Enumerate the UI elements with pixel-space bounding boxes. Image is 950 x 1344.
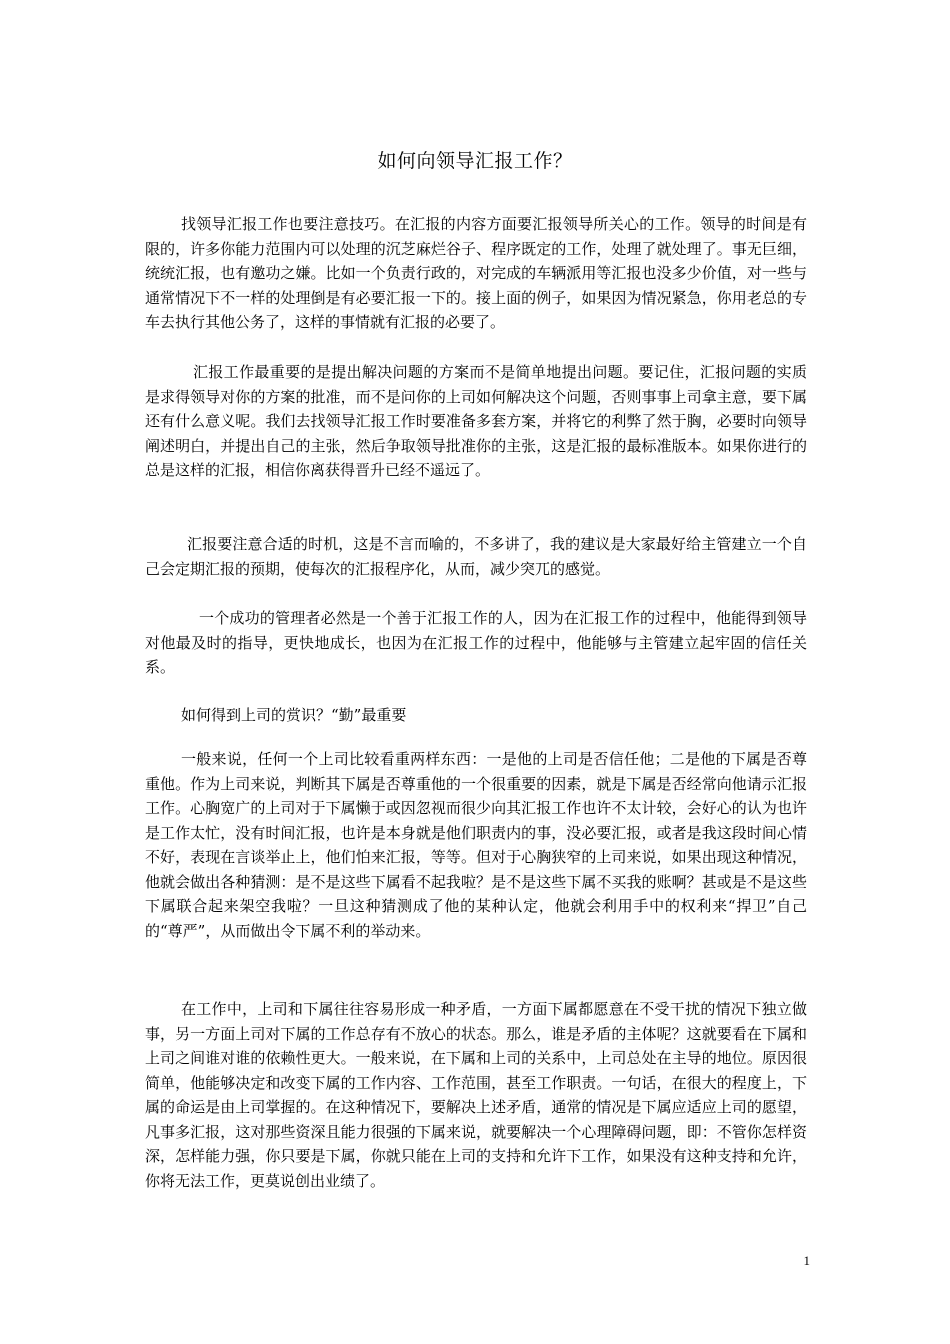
page-title: 如何向领导汇报工作？ xyxy=(377,150,573,172)
section-heading: 如何得到上司的赏识？“勤”最重要 xyxy=(181,706,407,724)
paragraph-5: 一般来说，任何一个上司比较看重两样东西：一是他的上司是否信任他；二是他的下属是否尊重他。作为上司来说，判断其下属是否尊重他的一个很重要的因素，就是下属是否经常向他请示汇报工作。心胸宽广的上司对于下属懒于或因忽视而很少向其汇报工作也许不太计较，会好心的认为也许是工作太忙，没有时间汇报，也许是本身就是他们职责内的事，没必要汇报，或者是我这段时间心情不好，表现在言谈举止上，他们怕来汇报，等等。但对于心胸狭窄的上司来说，如果出现这种情况，他就会做出各种猜测：是不是这些下属看不起我啦？是不是这些下属不买我的账啊？甚或是不是这些下属联合起来架空我啦？一旦这种猜测成了他的某种认定，他就会利用手中的权利来“捍卫”自己的“尊严”，从而做出令下属不利的举动来。 xyxy=(145,750,807,940)
paragraph-3: 汇报要注意合适的时机，这是不言而喻的，不多讲了，我的建议是大家最好给主管建立一个自己会定期汇报的预期，使每次的汇报程序化，从而，减少突兀的感觉。 xyxy=(145,535,807,578)
page-number: 1 xyxy=(803,1253,810,1268)
paragraph-6: 在工作中，上司和下属往往容易形成一种矛盾，一方面下属都愿意在不受干扰的情况下独立做事，另一方面上司对下属的工作总存有不放心的状态。那么，谁是矛盾的主体呢？这就要看在下属和上司之间谁对谁的依赖性更大。一般来说，在下属和上司的关系中，上司总处在主导的地位。原因很简单，他能够决定和改变下属的工作内容、工作范围，甚至工作职责。一句话，在很大的程度上，下属的命运是由上司掌握的。在这种情况下，要解决上述矛盾，通常的情况是下属应适应上司的愿望，凡事多汇报，这对那些资深且能力很强的下属来说，就要解决一个心理障碍问题，即：不管你怎样资深，怎样能力强，你只要是下属，你就只能在上司的支持和允许下工作，如果没有这种支持和允许，你将无法工作，更莫说创出业绩了。 xyxy=(145,1000,807,1190)
paragraph-1: 找领导汇报工作也要注意技巧。在汇报的内容方面要汇报领导所关心的工作。领导的时间是有限的，许多你能力范围内可以处理的沉芝麻烂谷子、程序既定的工作，处理了就处理了。事无巨细，统统汇报，也有邀功之嫌。比如一个负责行政的，对完成的车辆派用等汇报也没多少价值，对一些与通常情况下不一样的处理倒是有必要汇报一下的。接上面的例子，如果因为情况紧急，你用老总的专车去执行其他公务了，这样的事情就有汇报的必要了。 xyxy=(145,215,807,331)
paragraph-2: 汇报工作最重要的是提出解决问题的方案而不是简单地提出问题。要记住，汇报问题的实质是求得领导对你的方案的批准，而不是问你的上司如何解决这个问题，否则事事上司拿主意，要下属还有什么意义呢。我们去找领导汇报工作时要准备多套方案，并将它的利弊了然于胸，必要时向领导阐述明白，并提出自己的主张，然后争取领导批准你的主张，这是汇报的最标准版本。如果你进行的总是这样的汇报，相信你离获得晋升已经不遥远了。 xyxy=(145,363,807,479)
paragraph-4: 一个成功的管理者必然是一个善于汇报工作的人，因为在汇报工作的过程中，他能得到领导对他最及时的指导，更快地成长，也因为在汇报工作的过程中，他能够与主管建立起牢固的信任关系。 xyxy=(145,609,807,676)
